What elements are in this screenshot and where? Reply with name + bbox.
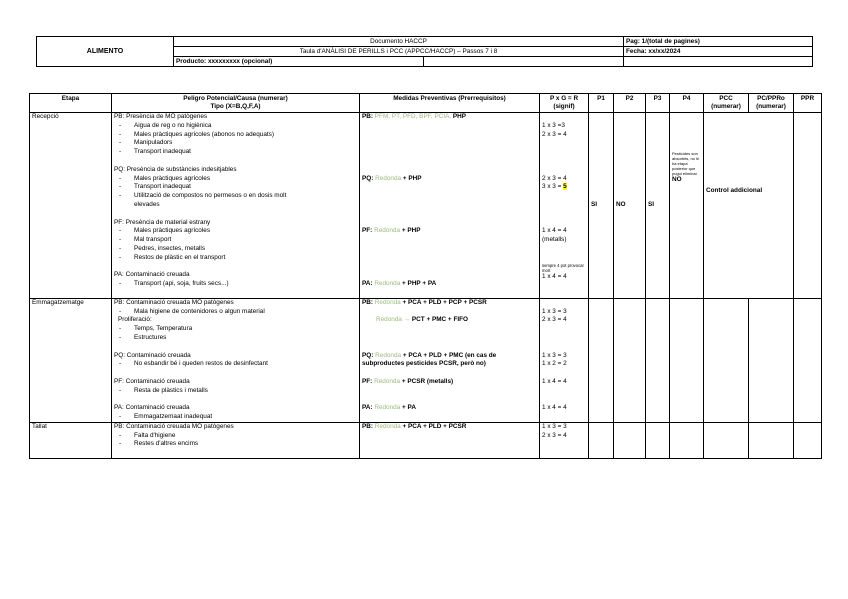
- col-medidas: Medidas Preventivas (Prerrequisitos): [360, 94, 540, 113]
- measures-cell: PB: Redonda + PCA + PLD + PCP + PCSR Redonda → PCT + PMC + FIFO PQ: Redonda + PCA + PLD + PMC (en cas de subproductes pesticides PCSR, però no) PF: Redonda + PCSR (metalls) PA: Redonda + PA: [360, 298, 540, 422]
- hazard-cell: PB: Contaminació creuada MO patògenes - Mala higiene de contenidores o algun material Proliferació: - Temps, Temperatura - Estructures PQ: Contaminació creuada - No esbandir bé i queden restos de desinfectant PF: Contaminació creuada - Resta de plàstics i metalls PA: Contaminació creuada - Emmagatzemaat inadequat: [112, 298, 360, 422]
- significant-risk-highlight: 5: [563, 183, 567, 191]
- p1-cell: SI: [589, 113, 614, 299]
- p4-cell: [670, 422, 704, 458]
- p3-cell: [646, 298, 670, 422]
- product-field: Producto: xxxxxxxxx (opcional): [174, 57, 424, 67]
- p3-cell: SI: [646, 113, 670, 299]
- p4-cell: Pesticides son absorbits, no hi ha etapa posterior que pugui eliminar NO: [670, 113, 704, 299]
- col-p3: P3: [646, 94, 670, 113]
- p2-cell: [614, 298, 646, 422]
- hazard-cell: PB: Contaminació creuada MO patògenes - Falta d'higiene - Restes d'altres encims: [112, 422, 360, 458]
- p2-cell: [614, 422, 646, 458]
- hazard-cell: PB: Presència de MO patògenes - Aigua de reg o no higiènica - Males pràctiques agrícoles (abonos no adequats) - Manipuladors - Transport inadequat PQ: Presència de substàncies indesitjables - Males pràctiques agrícoles - Transport inadequat - Utilització de compostos no permesos o en dosis molt elevades PF: Presència de material estrany - Males pràctiques agrícoles - Mal transport - Pedres, insectes, metalls - Restos de plàstic en el transport PA: Contaminació creuada - Transport (api, soja, fruits secs...): [112, 113, 360, 299]
- col-pxg: P x G = R (signif): [540, 94, 589, 113]
- p4-cell: [670, 298, 704, 422]
- p3-cell: [646, 422, 670, 458]
- col-p2: P2: [614, 94, 646, 113]
- pcc-cell: Control addicional: [704, 113, 794, 299]
- etapa-cell: Emmagatzematge: [30, 298, 112, 422]
- ppr-cell: [794, 113, 822, 299]
- col-p1: P1: [589, 94, 614, 113]
- header-blank: [624, 57, 813, 67]
- etapa-cell: Tallat: [30, 422, 112, 458]
- table-row: [30, 422, 822, 458]
- col-ppr: PPR: [794, 94, 822, 113]
- pcc-cell: [704, 422, 749, 458]
- ppr-cell: [794, 422, 822, 458]
- page-indicator: Pag: 1/(total de pagines): [624, 37, 813, 47]
- pcppro-cell: [749, 422, 794, 458]
- date-field: Fecha: xx/xx/2024: [624, 47, 813, 57]
- product-blank: [424, 57, 624, 67]
- risk-cell: 1 x 3 =3 2 x 3 = 4 2 x 3 = 4 3 x 3 = 5 1 x 4 = 4 (metalls) sempre 4 pot provocar mort 1 x 4 = 4: [540, 113, 589, 299]
- food-label: ALIMENTO: [37, 37, 174, 67]
- col-etapa: Etapa: [30, 94, 112, 113]
- table-title: Taula d'ANÀLISI DE PERILLS i PCC (APPCC/HACCP) – Passos 7 i 8: [174, 47, 624, 57]
- doc-title: Documento HACCP: [174, 37, 624, 47]
- p1-cell: [589, 422, 614, 458]
- table-row: [30, 113, 822, 299]
- col-pcc: PCC (numerar): [704, 94, 749, 113]
- col-p4: P4: [670, 94, 704, 113]
- risk-cell: 1 x 3 = 3 2 x 3 = 4 1 x 3 = 3 1 x 2 = 2 1 x 4 = 4 1 x 4 = 4: [540, 298, 589, 422]
- measures-cell: PB: PFM, PT, PFD, BPF, PCIA, PHP PQ: Redonda + PHP PF: Redonda + PHP PA: Redonda + PHP + PA: [360, 113, 540, 299]
- document-header: [36, 36, 813, 67]
- measures-cell: PB: Redonda + PCA + PLD + PCSR: [360, 422, 540, 458]
- p2-cell: NO: [614, 113, 646, 299]
- ppr-cell: [794, 298, 822, 422]
- hazard-analysis-table: [29, 93, 822, 459]
- etapa-cell: Recepció: [30, 113, 112, 299]
- pcppro-cell: [749, 298, 794, 422]
- pcc-cell: [704, 298, 749, 422]
- table-row: [30, 298, 822, 422]
- risk-cell: 1 x 3 = 3 2 x 3 = 4: [540, 422, 589, 458]
- p1-cell: [589, 298, 614, 422]
- table-header-row: [30, 94, 822, 113]
- col-pcppro: PC/PPRo (numerar): [749, 94, 794, 113]
- col-peligro: Peligro Potencial/Causa (numerar) Tipo (X=B,Q,F,A): [112, 94, 360, 113]
